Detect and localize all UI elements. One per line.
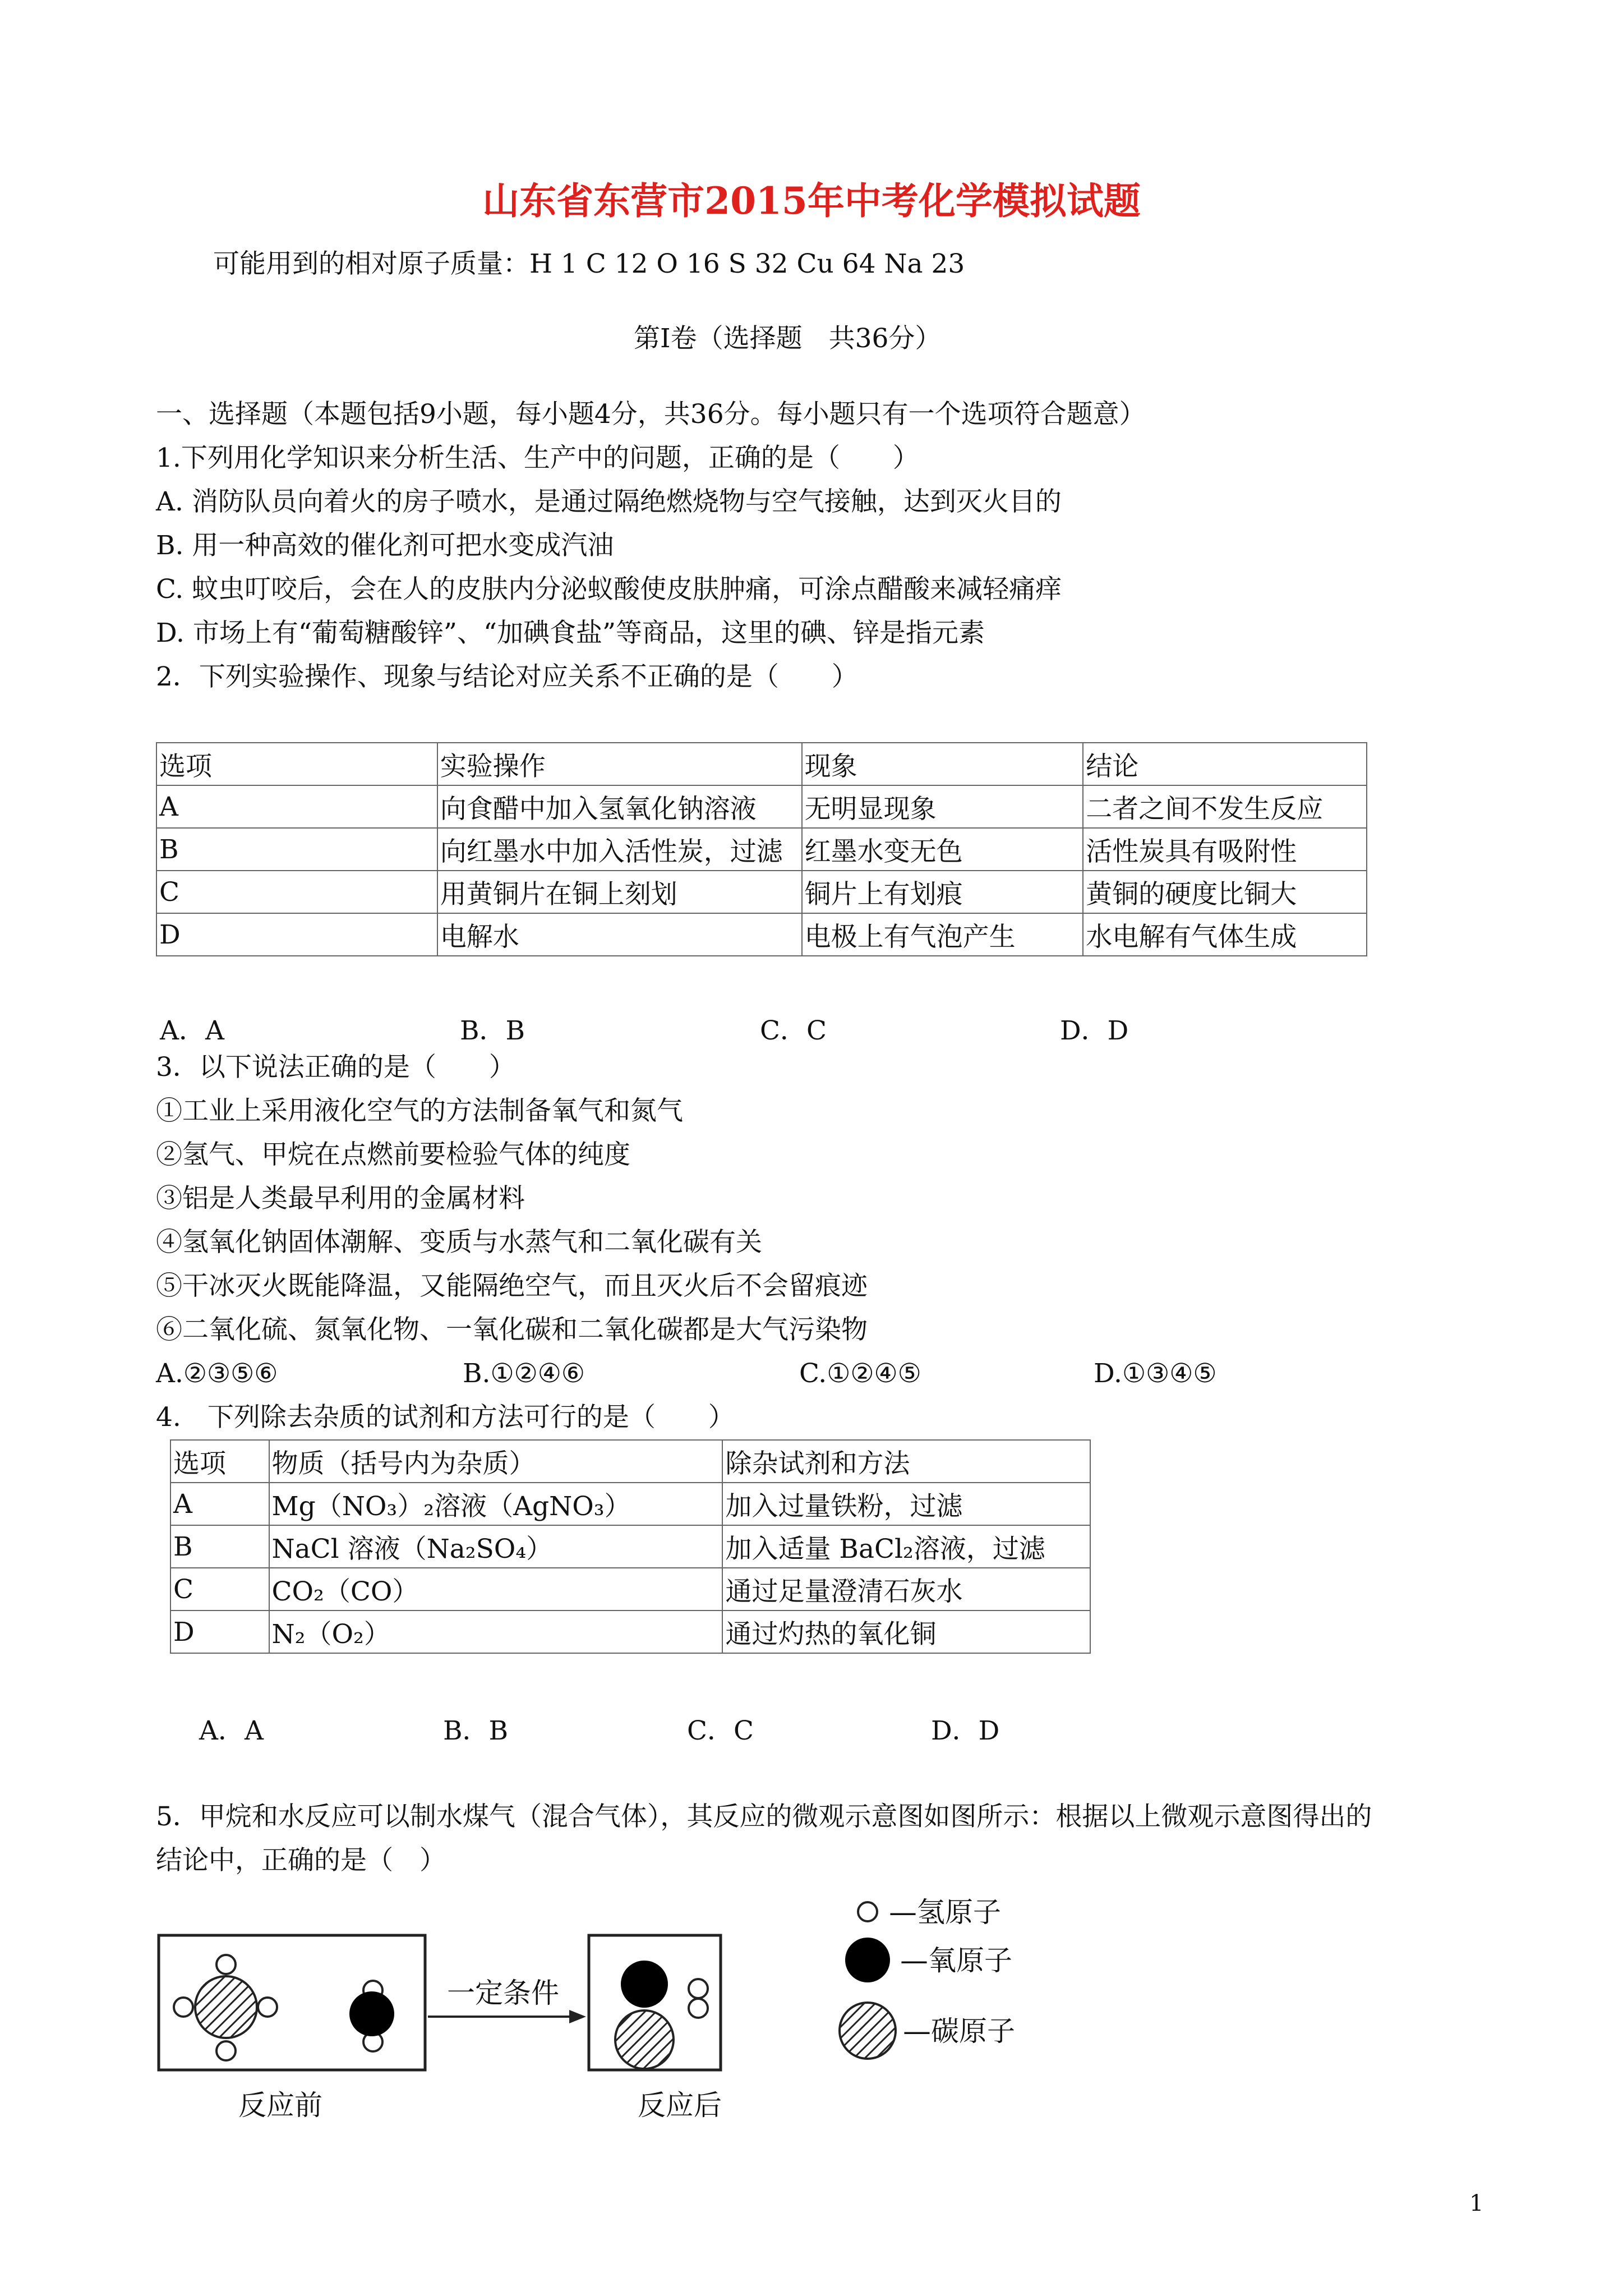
q1-option-d: D. 市场上有“葡萄糖酸锌”、“加碘食盐”等商品，这里的碘、锌是指元素: [156, 618, 985, 648]
legend: [840, 1896, 1015, 2059]
hydrogen-molecule: [689, 1979, 708, 2018]
table-cell: 铜片上有划痕: [802, 871, 1083, 913]
table-cell: A: [170, 1483, 269, 1525]
hydrogen-atom: [174, 1998, 193, 2017]
before-label: 反应前: [238, 2089, 322, 2122]
table-cell: 电极上有气泡产生: [802, 913, 1083, 956]
table-cell: 无明显现象: [802, 785, 1083, 828]
table-cell: 用黄铜片在铜上刻划: [437, 871, 802, 913]
table-row: [170, 1483, 1090, 1525]
q4-answer-b: B．B: [443, 1715, 509, 1746]
table-row: [156, 913, 1367, 956]
table-cell: NaCl 溶液（Na₂SO₄）: [269, 1525, 723, 1568]
table-header-cell: 结论: [1083, 743, 1367, 785]
oxygen-atom: [349, 1991, 394, 2036]
water-molecule: [349, 1981, 394, 2051]
q3-item: ②氢气、甲烷在点燃前要检验气体的纯度: [156, 1139, 630, 1170]
table-header-row: [170, 1440, 1090, 1483]
table-header-cell: 物质（括号内为杂质）: [269, 1440, 723, 1483]
table-cell: Mg（NO₃）₂溶液（AgNO₃）: [269, 1483, 723, 1525]
table-cell: B: [170, 1525, 269, 1568]
table-cell: A: [156, 785, 437, 828]
table-cell: CO₂（CO）: [269, 1568, 723, 1611]
table-cell: 活性炭具有吸附性: [1083, 828, 1367, 871]
table-cell: 水电解有气体生成: [1083, 913, 1367, 956]
table-cell: 向红墨水中加入活性炭，过滤: [437, 828, 802, 871]
table-cell: 二者之间不发生反应: [1083, 785, 1367, 828]
oxygen-atom: [621, 1961, 668, 2008]
table-row: [170, 1568, 1090, 1611]
q2-answer-d: D．D: [1060, 1015, 1129, 1046]
hydrogen-atom: [689, 1999, 708, 2018]
table-header-cell: 实验操作: [437, 743, 802, 785]
legend-carbon-label: —碳原子: [903, 2015, 1015, 2047]
q2-answer-a: A．A: [160, 1015, 224, 1046]
page-number: 1: [1469, 2191, 1484, 2216]
table-cell: 向食醋中加入氢氧化钠溶液: [437, 785, 802, 828]
table-cell: C: [156, 871, 437, 913]
legend-oxygen-icon: [845, 1938, 890, 1982]
legend-hydrogen-label: —氢原子: [889, 1896, 1001, 1929]
section-heading: 第Ⅰ卷（选择题 共36分）: [634, 323, 942, 354]
methane-molecule: [174, 1955, 277, 2060]
table-header-cell: 选项: [156, 743, 437, 785]
q1-option-a: A. 消防队员向着火的房子喷水，是通过隔绝燃烧物与空气接触，达到灭火目的: [156, 486, 1062, 517]
table-row: [156, 785, 1367, 828]
carbon-monoxide-molecule: [615, 1961, 674, 2069]
table-cell: 电解水: [437, 913, 802, 956]
q3-answer-c: C.①②④⑤: [799, 1358, 921, 1389]
q1-stem: 1.下列用化学知识来分析生活、生产中的问题，正确的是（ ）: [156, 443, 919, 473]
q1-option-b: B. 用一种高效的催化剂可把水变成汽油: [156, 530, 614, 561]
table-row: [170, 1611, 1090, 1653]
table-cell: 黄铜的硬度比铜大: [1083, 871, 1367, 913]
table-cell: C: [170, 1568, 269, 1611]
q2-answer-b: B．B: [460, 1015, 525, 1046]
hydrogen-atom: [216, 1955, 236, 1974]
after-label: 反应后: [638, 2089, 722, 2122]
table-row: [156, 828, 1367, 871]
q4-answer-c: C．C: [687, 1715, 754, 1746]
arrow-head: [569, 2010, 586, 2023]
q5-stem-line2: 结论中，正确的是（ ）: [156, 1845, 446, 1876]
carbon-atom: [195, 1976, 257, 2038]
reaction-diagram: [154, 1890, 1063, 2126]
table-header-cell: 除杂试剂和方法: [722, 1440, 1090, 1483]
table-header-row: [156, 743, 1367, 785]
q3-item: ④氢氧化钠固体潮解、变质与水蒸气和二氧化碳有关: [156, 1227, 762, 1258]
table-cell: 红墨水变无色: [802, 828, 1083, 871]
q5-stem-line1: 5．甲烷和水反应可以制水煤气（混合气体），其反应的微观示意图如图所示：根据以上微观示意图得出的: [156, 1801, 1372, 1832]
q3-item: ③铝是人类最早利用的金属材料: [156, 1183, 525, 1214]
table-row: [156, 871, 1367, 913]
hydrogen-atom: [216, 2041, 236, 2060]
table-cell: 加入过量铁粉，过滤: [722, 1483, 1090, 1525]
legend-oxygen-label: —氧原子: [900, 1944, 1012, 1977]
table-cell: 通过灼热的氧化铜: [722, 1611, 1090, 1653]
table-header-cell: 选项: [170, 1440, 269, 1483]
table-cell: N₂（O₂）: [269, 1611, 723, 1653]
q3-answer-a: A.②③⑤⑥: [156, 1358, 278, 1389]
q3-item: ⑥二氧化硫、氮氧化物、一氧化碳和二氧化碳都是大气污染物: [156, 1314, 868, 1345]
q4-stem: 4. 下列除去杂质的试剂和方法可行的是（ ）: [156, 1402, 735, 1433]
q3-stem: 3．以下说法正确的是（ ）: [156, 1052, 515, 1083]
q3-item: ①工业上采用液化空气的方法制备氧气和氮气: [156, 1096, 683, 1126]
q4-answer-d: D．D: [931, 1715, 1000, 1746]
q2-stem: 2．下列实验操作、现象与结论对应关系不正确的是（ ）: [156, 661, 858, 692]
hydrogen-atom: [258, 1998, 277, 2017]
table-cell: 加入适量 BaCl₂溶液，过滤: [722, 1525, 1090, 1568]
table-header-cell: 现象: [802, 743, 1083, 785]
carbon-atom: [615, 2010, 674, 2069]
table-cell: B: [156, 828, 437, 871]
q2-answer-c: C．C: [760, 1015, 827, 1046]
q1-option-c: C. 蚊虫叮咬后，会在人的皮肤内分泌蚁酸使皮肤肿痛，可涂点醋酸来减轻痛痒: [156, 574, 1062, 605]
table-row: [170, 1525, 1090, 1568]
q4-answer-a: A．A: [199, 1715, 264, 1746]
arrow-label: 一定条件: [447, 1977, 559, 2009]
legend-hydrogen-icon: [858, 1902, 877, 1921]
atomic-masses: 可能用到的相对原子质量：H 1 C 12 O 16 S 32 Cu 64 Na 23: [213, 249, 965, 279]
q2-table: [156, 742, 1367, 956]
hydrogen-atom: [689, 1979, 708, 1998]
q3-answer-b: B.①②④⑥: [463, 1358, 585, 1389]
legend-carbon-icon: [840, 2003, 896, 2059]
table-cell: D: [156, 913, 437, 956]
table-cell: D: [170, 1611, 269, 1653]
q3-answer-d: D.①③④⑤: [1094, 1358, 1217, 1389]
q4-table: [170, 1439, 1091, 1654]
q3-item: ⑤干冰灭火既能降温，又能隔绝空气，而且灭火后不会留痕迹: [156, 1271, 868, 1301]
part-heading: 一、选择题（本题包括9小题，每小题4分，共36分。每小题只有一个选项符合题意）: [156, 399, 1146, 430]
table-cell: 通过足量澄清石灰水: [722, 1568, 1090, 1611]
document-title: 山东省东营市2015年中考化学模拟试题: [482, 179, 1141, 223]
